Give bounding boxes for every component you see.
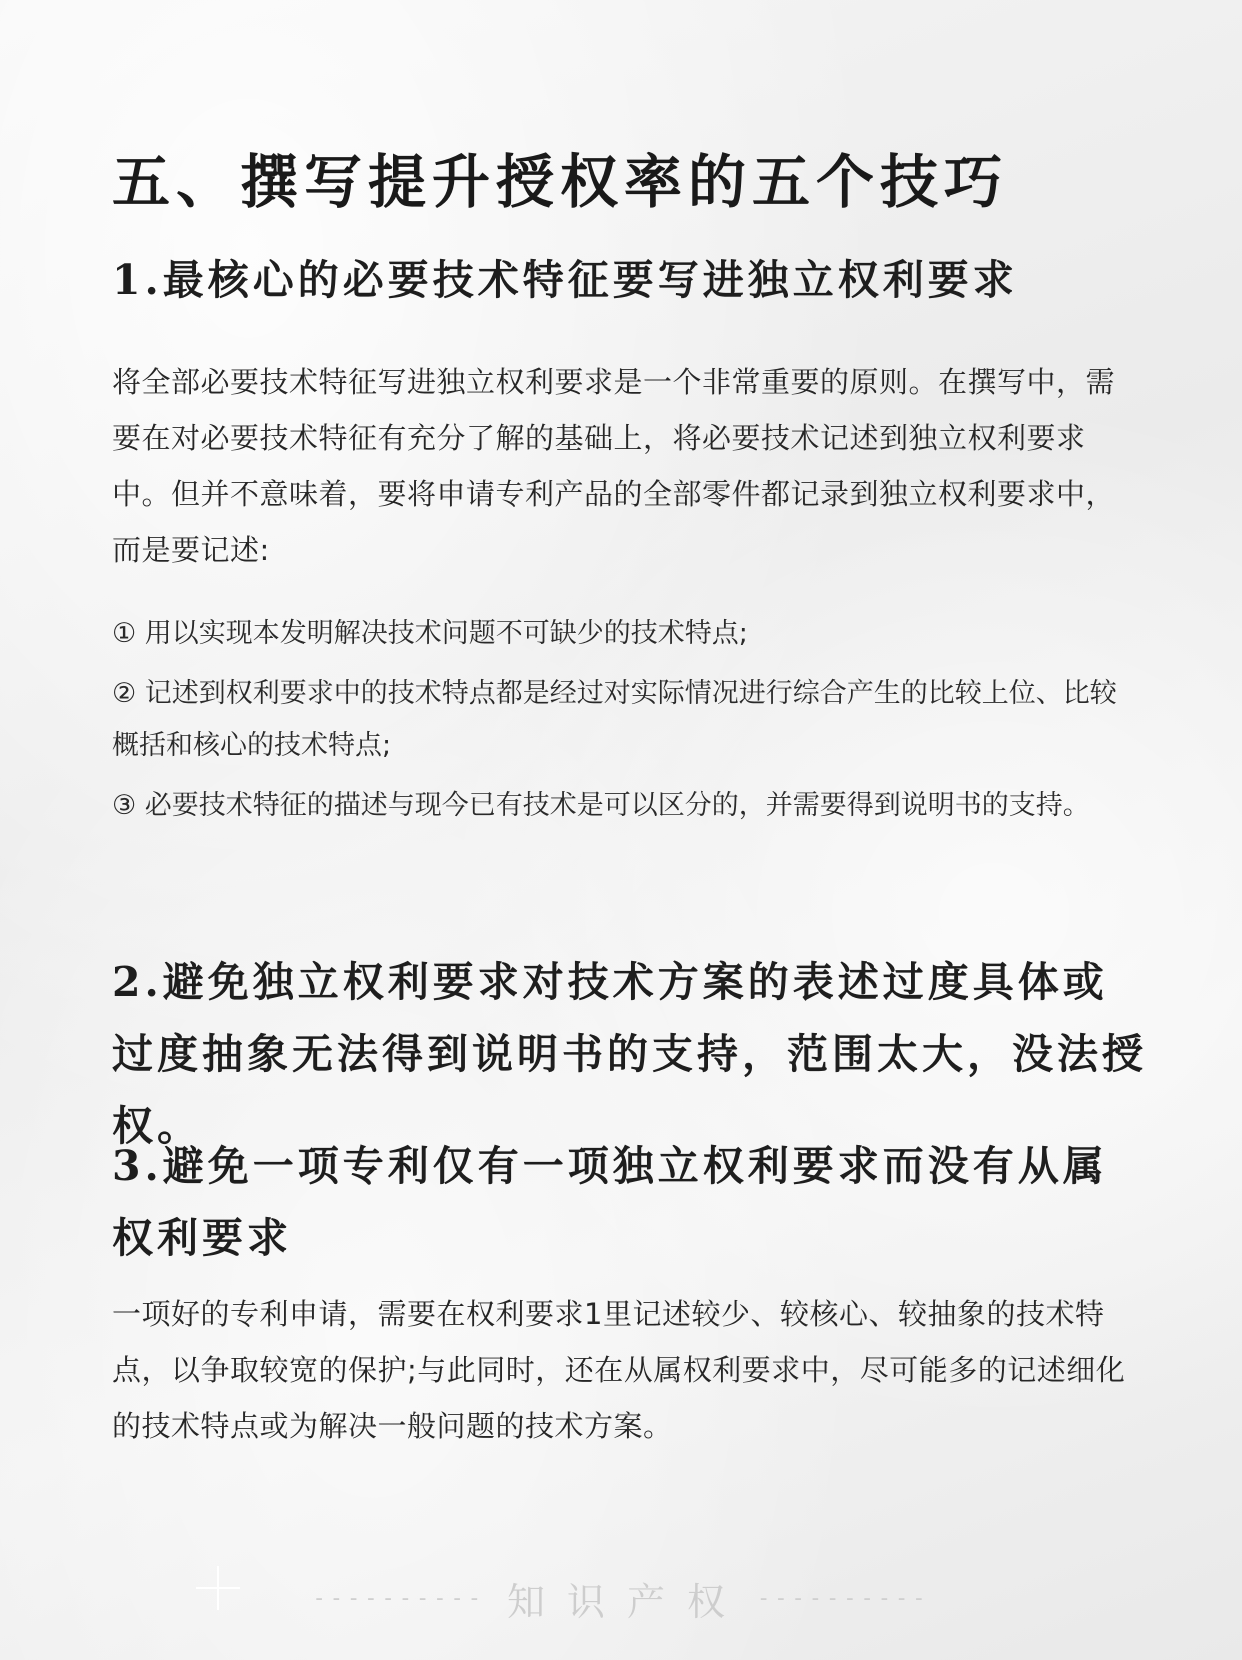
- section1-heading: 1.最核心的必要技术特征要写进独立权利要求: [112, 256, 1018, 304]
- footer-label: 知识产权: [506, 1579, 747, 1624]
- footer: [0, 1566, 1242, 1630]
- section3-paragraph: 一项好的专利申请，需要在权利要求1里记述较少、较核心、较抽象的技术特点，以争取较宽的保护;与此同时，还在从属权利要求中，尽可能多的记述细化的技术特点或为解决一般问题的技术方案。: [112, 1297, 1126, 1443]
- list-item: ③ 必要技术特征的描述与现今已有技术是可以区分的，并需要得到说明书的支持。: [112, 790, 1090, 821]
- footer-dashes-right: ----------: [757, 1585, 930, 1611]
- section2-heading: 2.避免独立权利要求对技术方案的表述过度具体或过度抽象无法得到说明书的支持，范围太大，没法授权。: [112, 958, 1147, 1150]
- section1-paragraph: 将全部必要技术特征写进独立权利要求是一个非常重要的原则。在撰写中，需要在对必要技术特征有充分了解的基础上，将必要技术记述到独立权利要求中。但并不意味着，要将申请专利产品的全部零件都记录到独立权利要求中，而是要记述:: [112, 365, 1116, 567]
- section3-heading: 3.避免一项专利仅有一项独立权利要求而没有从属权利要求: [112, 1142, 1108, 1262]
- page-title: 五、撰写提升授权率的五个技巧: [112, 148, 1009, 216]
- footer-dashes-left: ----------: [312, 1585, 485, 1611]
- list-item: ② 记述到权利要求中的技术特点都是经过对实际情况进行综合产生的比较上位、比较概括和核心的技术特点;: [112, 678, 1117, 761]
- list-item: ① 用以实现本发明解决技术问题不可缺少的技术特点;: [112, 618, 748, 649]
- section1-list: [112, 608, 1142, 840]
